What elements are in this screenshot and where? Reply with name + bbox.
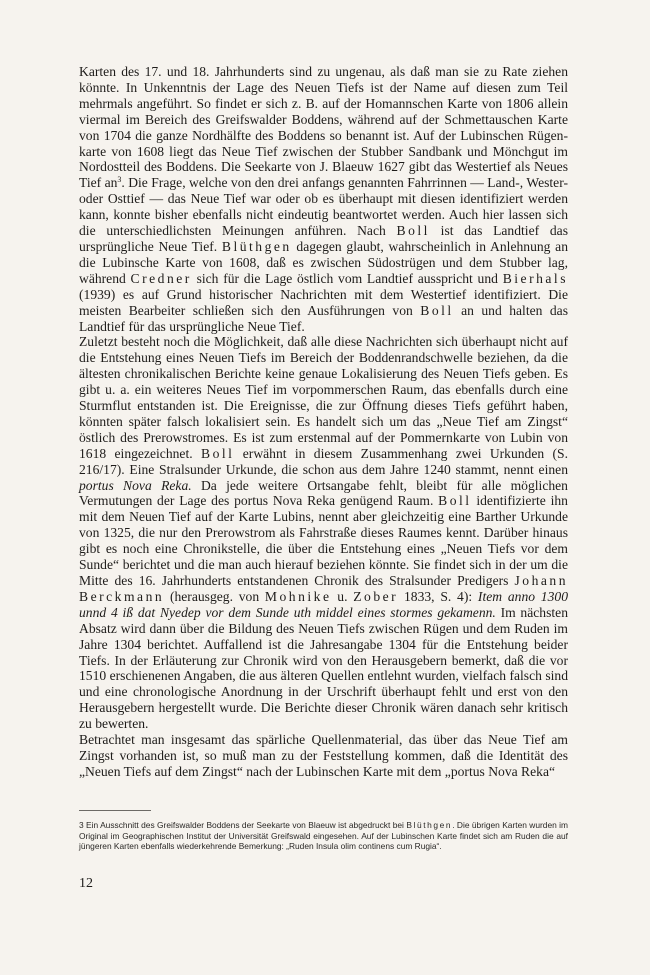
text-run: Bierhals [502,270,568,286]
text-run: Zuletzt besteht noch die Möglichkeit, daß alle diese Nachrichten sich überhaupt nicht auf die Entstehung eines Neuen Tiefs im Bereich der Boddenrandschwelle beziehen, da die ältesten chronikalischen Berichte keine genaue Lokalisierung des Neuen Tiefs geben. Es gibt u. a. ein weiteres Neues Tief im vorpommerschen Raum, das ebenfalls durch eine Sturmflut entstanden ist. Die Ereignisse, die zur Öffnung dieses Tiefs geführt haben, könnten später falsch lokalisiert sein. Es handelt sich um das „Neue Tief am Zingst“ östlich des Prerowstromes. Es ist zum erstenmal auf der Pommernkarte von Lubin von 1618 eingezeichnet. [79,334,568,461]
text-run: Mohnike [264,588,332,604]
text-run: 1833, S. 4): [398,588,478,604]
text-run: portus Nova Reka. [79,477,192,493]
text-run: Credner [130,270,192,286]
text-run: an und halten das Landtief für das ursprüngliche Neue Tief. [79,302,568,334]
text-run: erwähnt in diesem Zusammenhang zwei Urkunden (S. 216/17). Eine Stralsunder Urkunde, die schon aus dem Jahre 1240 stammt, nennt einen [79,445,569,477]
text-run: sich für die Lage östlich vom Landtief ausspricht und [191,270,503,286]
page-number: 12 [79,876,93,891]
text-run: Boll [396,223,430,239]
paragraph [79,334,568,732]
text-run: (1939) es auf Grund historischer Nachrichten mit dem Westertief identifiziert. Die meisten Bearbeiter schließen sich den Ausführungen von [79,286,568,318]
text-run: Boll [420,302,454,318]
text-run: identifizierte ihn mit dem Neuen Tief auf der Karte Lubins, nennt aber gleichzeitig eine Barther Urkunde von 1325, die nur den Prerowstrom als Fahrstraße dieses Raumes kennt. Darüber hinaus gibt es noch eine Chronikstelle, die über die Entstehung eines „Neuen Tiefs vor dem Sunde“ berichtet und die man auch hierauf beziehen könnte. Sie findet sich in der um die Mitte des 16. Jahrhunderts entstandenen Chronik des Stralsunder Predigers [79,493,568,588]
text-run: u. [331,588,354,604]
text-run: Johann Berckmann [79,573,568,604]
text-run: Karten des 17. und 18. Jahrhunderts sind zu ungenau, als daß man sie zu Rate ziehen könnte. In Unkenntnis der Lage des Neuen Tiefs ist der Name auf diesen zum Teil mehrmals angeführt. So findet er sich z. B. auf der Homannschen Karte von 1806 allein viermal im Bereich des Greifswalder Boddens, während auf der Schmettauschen Karte von 1704 die ganze Nordhälfte des Boddens so benannt ist. Auf der Lubinschen Rügenkarte von 1608 liegt das Neue Tief zwischen der Stubber Sandbank und Mönchgut im Nordostteil des Boddens. Die Seekarte von J. Blaeuw 1627 gibt das Westertief als Neues Tief an [79,64,568,191]
text-run: 3 Ein Ausschnitt des Greifswalder Boddens der Seekarte von Blaeuw ist abgedruckt bei [79,820,407,830]
text-run: . Die Frage, welche von den drei anfangs genannten Fahrrinnen — Land-, Wester- oder Osttief — das Neue Tief war oder ob es überhaupt mit diesen identifiziert werden kann, konnte bisher ebenfalls nicht eindeutig beantwortet werden. Auch hier lassen sich die unterschiedlichsten Meinungen anführen. Nach [79,175,568,239]
text-run: Im nächsten Absatz wird dann über die Bildung des Neuen Tiefs zwischen Rügen und dem Ruden im Jahre 1304 berichtet. Auffallend ist die Jahresangabe 1304 für die Entstehung beider Tiefs. In der Erläuterung zur Chronik wird von den Herausgebern bemerkt, daß die vor 1510 erschienenen Angaben, die aus älteren Quellen entlehnt wurden, vielfach falsch sind und eine chronologische Anordnung in der Urschrift überhaupt fehlt und erst von den Herausgebern hergestellt wurde. Die Berichte dieser Chronik wären danach sehr kritisch zu bewerten. [79,604,568,732]
text-run: Blüthgen [406,820,453,830]
text-run: Da jede weitere Ortsangabe fehlt, bleibt für alle möglichen Vermutungen der Lage des portus Nova Reka genügend Raum. [79,477,568,509]
footnote-reference: 3 [117,175,122,185]
text-run: Blüthgen [221,238,292,254]
footnote-separator [79,810,151,811]
paragraph [79,732,568,780]
paragraph [79,64,568,334]
text-run: ist das Landtief das ursprüngliche Neue Tief. [79,223,568,254]
footnote [79,820,568,852]
text-run: Boll [201,445,235,461]
text-run: . Die übrigen Karten wurden im Original im Geographischen Institut der Universität Greifswald eingesehen. Auf der Lubinschen Karte findet sich am Ruden die auf jüngeren Karten ebenfalls wiederkehrende Bemerkung: „Ruden Insula olim continens cum Rugia“. [79,820,569,852]
body-text [79,64,568,780]
text-run: (herausgeg. von [164,588,265,604]
text-run: Boll [438,493,472,509]
text-run: Item anno 1300 unnd 4 iß dat Nyedep vor dem Sunde uth middel eines stormes gekamenn. [79,588,568,620]
text-run: Zober [353,588,399,604]
text-run: dagegen glaubt, wahrscheinlich in Anlehnung an die Lubinsche Karte von 1608, daß es zwischen Südostrügen und dem Stubber lag, während [79,238,568,286]
text-run: Betrachtet man insgesamt das spärliche Quellenmaterial, das über das Neue Tief am Zingst vorhanden ist, so muß man zu der Feststellung kommen, daß die Identität des „Neuen Tiefs auf dem Zingst“ nach der Lubinschen Karte mit dem „portus Nova Reka“ [79,732,568,779]
